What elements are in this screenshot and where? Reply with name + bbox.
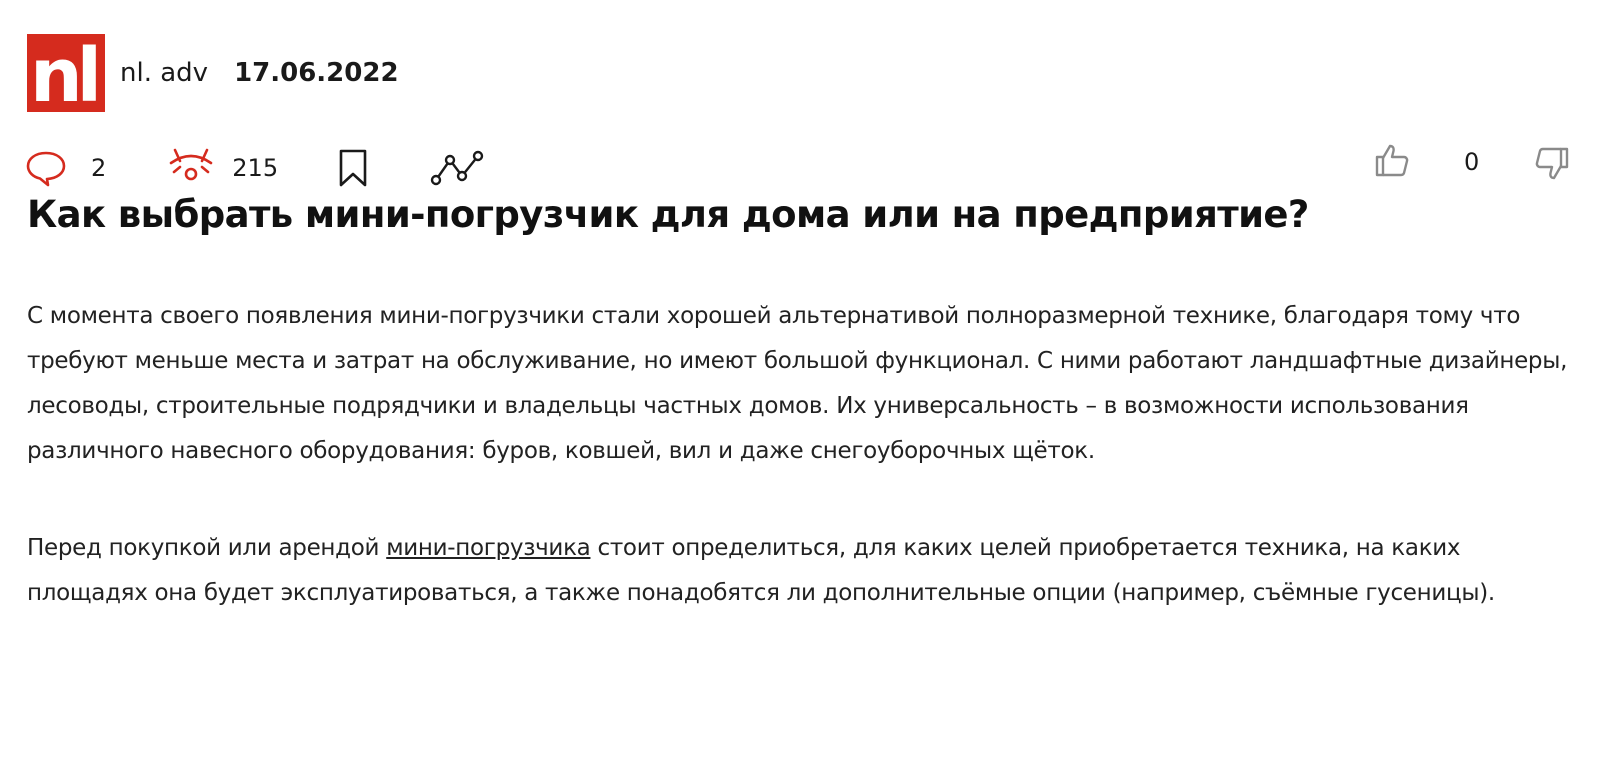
speech-bubble-icon[interactable] [25,148,69,188]
article-stats [25,146,486,190]
article-paragraph: С момента своего появления мини-погрузчики стали хорошей альтернативой полноразмерной технике, благодаря тому что требуют меньше места и затрат на обслуживание, но имеют большой функционал. С ними работают ландшафтные дизайнеры, лесоводы, строительные подрядчики и владельцы частных домов. Их универсальность – в возможности использования различного навесного оборудования: буров, ковшей, вил и даже снегоуборочных щёток. [27,303,1568,464]
site-logo[interactable] [27,34,105,112]
logo-text: nl [29,34,97,112]
bookmark-icon [336,148,370,188]
vote-score: 0 [1464,148,1480,176]
dislike-button[interactable] [1534,142,1570,182]
thumbs-up-icon [1374,142,1410,182]
article-stats-button[interactable] [430,148,486,188]
author-name[interactable]: nl. adv [120,58,209,88]
paragraph-text: Перед покупкой или арендой [27,535,387,561]
article-body [27,294,1587,668]
article-title: Как выбрать мини-погрузчик для дома или на предприятие? [27,193,1309,236]
comments-count: 2 [91,154,107,182]
article-header [27,34,399,112]
bookmark-button[interactable] [336,148,370,188]
eye-icon [168,148,214,188]
article-paragraph [27,526,1587,616]
like-button[interactable] [1374,142,1410,182]
line-chart-icon [430,148,486,188]
vote-controls [1376,142,1576,186]
paragraph-text: стоит определиться, для каких целей приобретается техника, на каких площадях она будет эксплуатироваться, а также понадобятся ли дополнительные опции (например, съёмные гусеницы). [27,535,1495,606]
publish-date: 17.06.2022 [234,58,399,88]
views-count: 215 [232,154,279,182]
thumbs-down-icon [1534,142,1570,182]
mini-loader-link[interactable]: мини-погрузчика [386,535,591,561]
